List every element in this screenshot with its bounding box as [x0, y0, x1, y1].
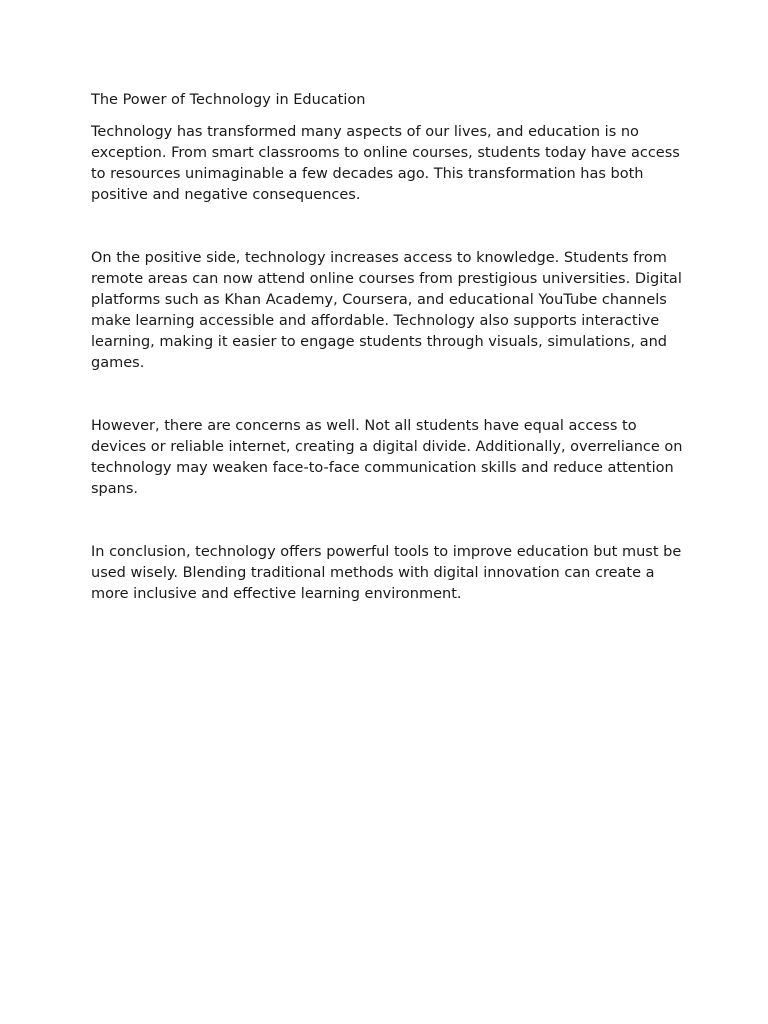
paragraph-conclusion: In conclusion, technology offers powerful tools to improve education but must be used wisely. Blending traditional methods with digital innovation can create a more inclusive and effective learning environment.	[91, 544, 682, 602]
document-title: The Power of Technology in Education	[91, 92, 366, 108]
paragraph-introduction: Technology has transformed many aspects of our lives, and education is no exception. From smart classrooms to online courses, students today have access to resources unimaginable a few decades ago. This transformation has both positive and negative consequences.	[91, 124, 680, 203]
paragraph-concerns: However, there are concerns as well. Not all students have equal access to devices or reliable internet, creating a digital divide. Additionally, overreliance on technology may weaken face-to-face communication skills and reduce attention spans.	[91, 418, 683, 497]
document-body	[91, 90, 691, 605]
paragraph-positive-side: On the positive side, technology increases access to knowledge. Students from remote areas can now attend online courses from prestigious universities. Digital platforms such as Khan Academy, Coursera, and educational YouTube channels make learning accessible and affordable. Technology also supports interactive learning, making it easier to engage students through visuals, simulations, and games.	[91, 250, 682, 371]
